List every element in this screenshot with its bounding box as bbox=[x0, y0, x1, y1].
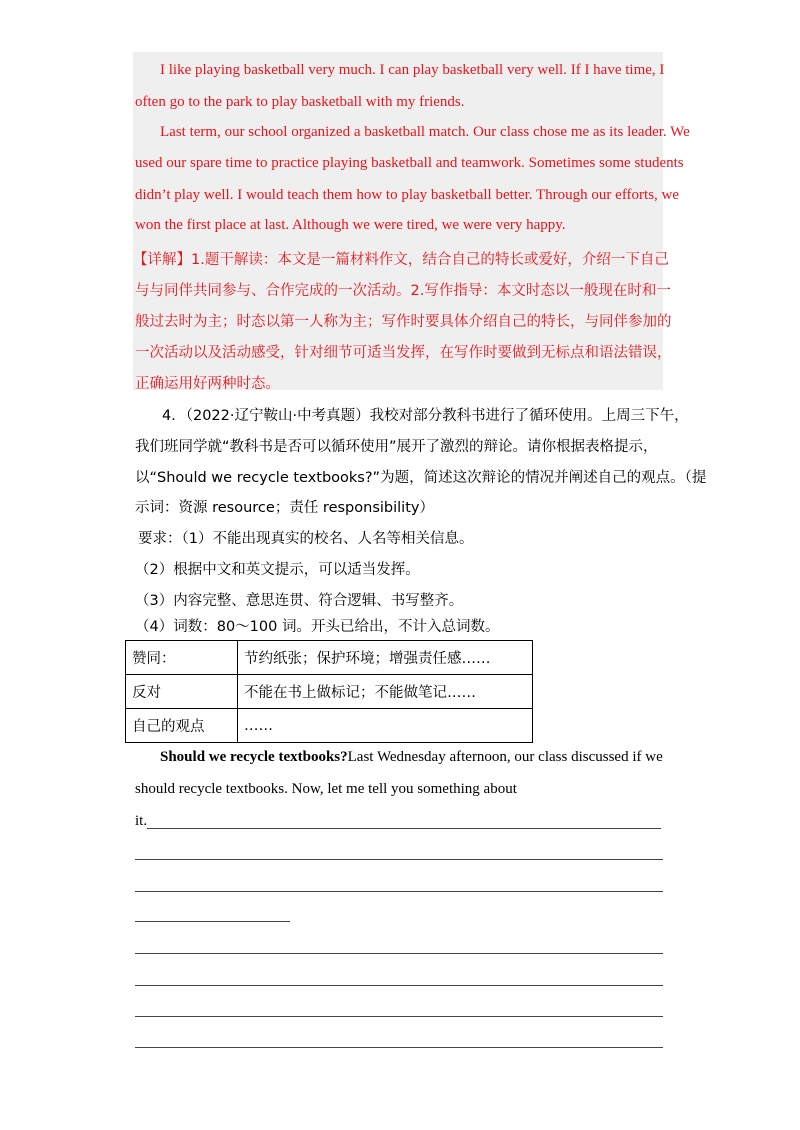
detail-line1: 【详解】1.题干解读：本文是一篇材料作文，结合自己的特长或爱好，介绍一下自己 bbox=[133, 252, 669, 268]
essay-start-text: Last Wednesday afternoon, our class discussed if we bbox=[347, 749, 663, 765]
answer-para2-line1: Last term, our school organized a basketball match. Our class chose me as its leader. We bbox=[160, 124, 690, 140]
detail-line4: 一次活动以及活动感受，针对细节可适当发挥，在写作时要做到无标点和语法错误， bbox=[135, 345, 672, 361]
writing-line[interactable] bbox=[135, 1047, 663, 1048]
essay-start-line1 bbox=[160, 749, 663, 766]
detail-line2: 与与同伴共同参与、合作完成的一次活动。2.写作指导：本文时态以一般现在时和一 bbox=[135, 283, 671, 299]
table-row bbox=[126, 641, 533, 675]
answer-para1-line2: often go to the park to play basketball with my friends. bbox=[135, 94, 465, 110]
table-label: 自己的观点 bbox=[126, 709, 238, 743]
answer-para2-line3: didn’t play well. I would teach them how to play basketball better. Through our efforts, we bbox=[135, 187, 680, 203]
answer-para1-line1: I like playing basketball very much. I can play basketball very well. If I have time, I bbox=[160, 62, 665, 78]
answer-para2-line4: won the first place at last. Although we were tired, we were very happy. bbox=[135, 217, 566, 233]
question-line3: 以“Should we recycle textbooks?”为题，简述这次辩论的情况并阐述自己的观点。（提 bbox=[135, 470, 707, 486]
writing-line[interactable] bbox=[135, 921, 290, 922]
essay-title: Should we recycle textbooks? bbox=[160, 749, 348, 765]
requirement-3: （3）内容完整、意思连贯、符合逻辑、书写整齐。 bbox=[135, 593, 464, 609]
table-label: 赞同： bbox=[126, 641, 238, 675]
writing-line[interactable] bbox=[135, 953, 663, 954]
essay-start-line3: it. bbox=[135, 813, 148, 829]
question-line4: 示词：资源 resource；责任 responsibility） bbox=[135, 500, 434, 516]
writing-line[interactable] bbox=[135, 1016, 663, 1017]
requirement-2: （2）根据中文和英文提示，可以适当发挥。 bbox=[135, 562, 420, 578]
table-value: …… bbox=[238, 709, 533, 743]
requirement-4: （4）词数：80～100 词。开头已给出，不计入总词数。 bbox=[135, 619, 500, 635]
hint-table bbox=[125, 640, 533, 743]
table-label: 反对 bbox=[126, 675, 238, 709]
requirement-1: 要求：（1）不能出现真实的校名、人名等相关信息。 bbox=[138, 531, 474, 547]
table-value: 不能在书上做标记；不能做笔记…… bbox=[238, 675, 533, 709]
writing-line[interactable] bbox=[147, 828, 661, 829]
answer-para2-line2: used our spare time to practice playing basketball and teamwork. Sometimes some students bbox=[135, 155, 684, 171]
question-line1: 4．（2022·辽宁鞍山·中考真题）我校对部分教科书进行了循环使用。上周三下午， bbox=[162, 408, 689, 424]
detail-line3: 般过去时为主；时态以第一人称为主；写作时要具体介绍自己的特长，与同伴参加的 bbox=[135, 314, 672, 330]
detail-line5: 正确运用好两种时态。 bbox=[135, 376, 280, 392]
question-line2: 我们班同学就“教科书是否可以循环使用”展开了激烈的辩论。请你根据表格提示， bbox=[135, 439, 658, 455]
table-row bbox=[126, 675, 533, 709]
writing-line[interactable] bbox=[135, 859, 663, 860]
essay-start-line2: should recycle textbooks. Now, let me tell you something about bbox=[135, 781, 517, 797]
writing-line[interactable] bbox=[135, 985, 663, 986]
writing-line[interactable] bbox=[135, 891, 663, 892]
table-row bbox=[126, 709, 533, 743]
table-value: 节约纸张；保护环境；增强责任感…… bbox=[238, 641, 533, 675]
